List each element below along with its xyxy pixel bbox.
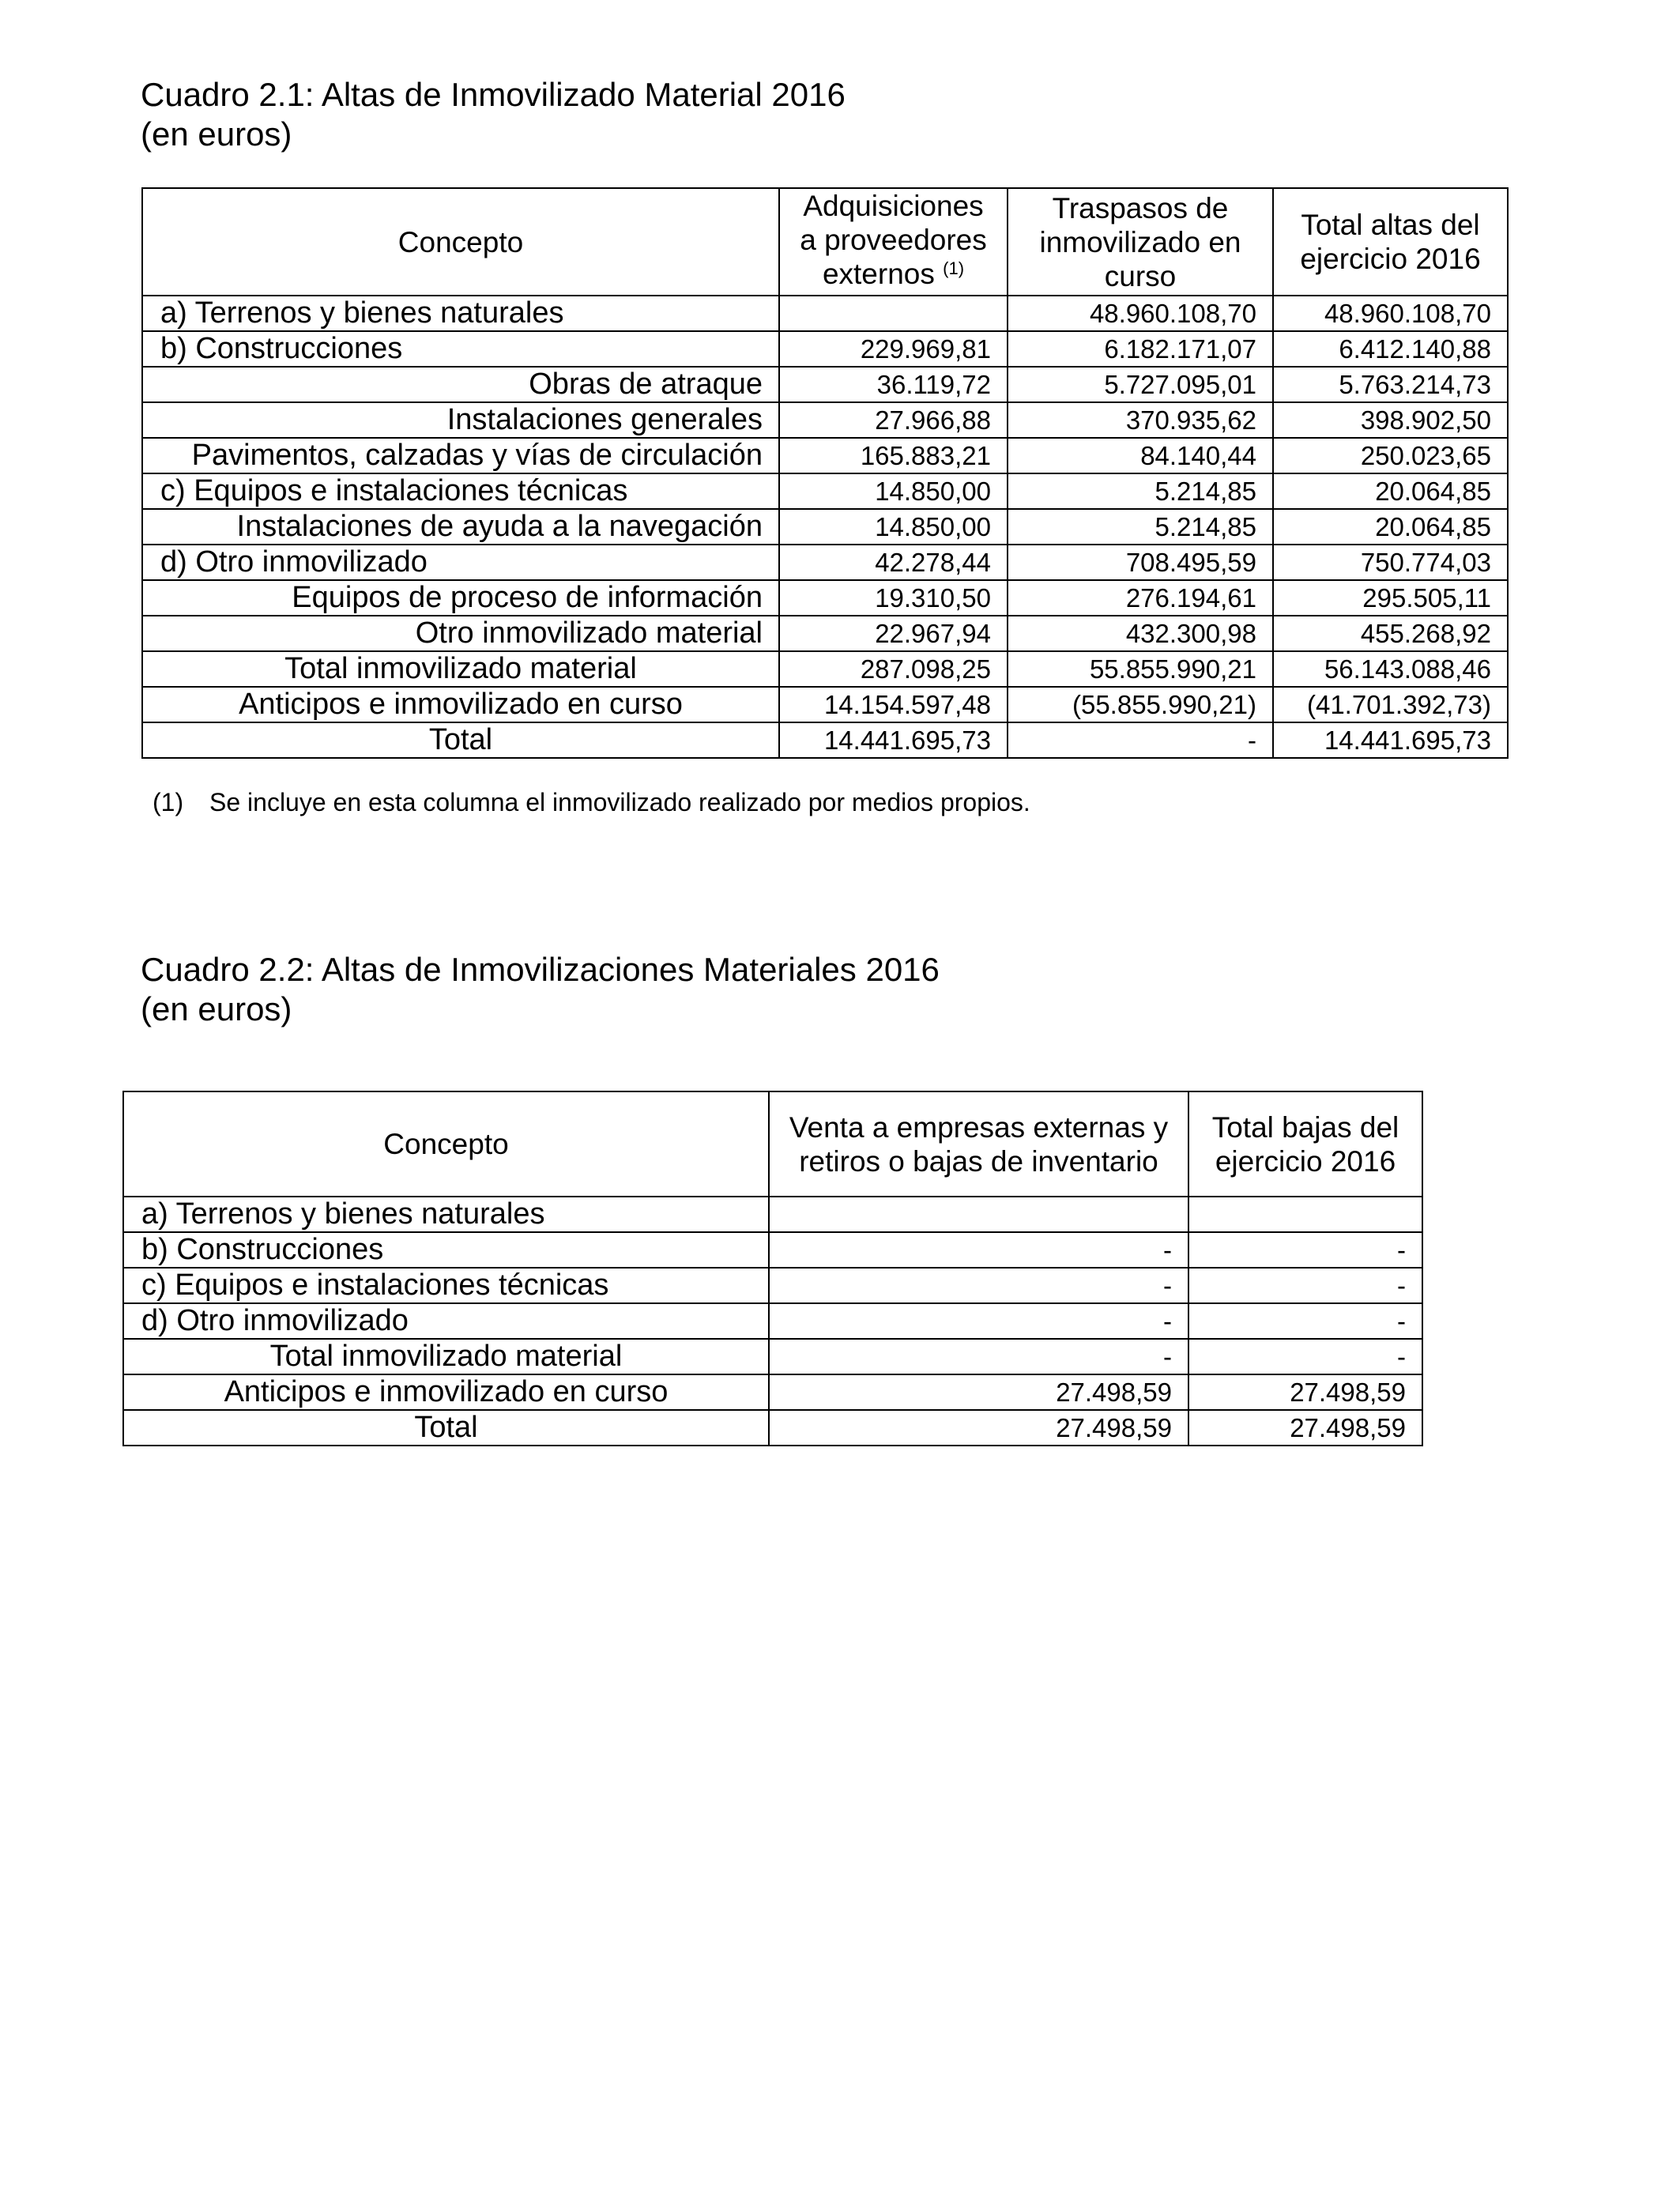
row-traspasos: 6.182.171,07	[1008, 331, 1273, 367]
header-total-bajas: Total bajas del ejercicio 2016	[1188, 1091, 1422, 1197]
header-venta: Venta a empresas externas y retiros o bajas de inventario	[769, 1091, 1188, 1197]
row-concepto: Otro inmovilizado material	[142, 616, 779, 651]
row-total: 20.064,85	[1273, 509, 1508, 545]
row-adquisiciones: 14.441.695,73	[779, 722, 1008, 758]
row-traspasos: 5.214,85	[1008, 473, 1273, 509]
row-total: 295.505,11	[1273, 580, 1508, 616]
row-concepto: Total inmovilizado material	[123, 1339, 769, 1374]
row-traspasos: 84.140,44	[1008, 438, 1273, 473]
row-adquisiciones: 14.154.597,48	[779, 687, 1008, 722]
table-row	[142, 367, 1508, 402]
table1-footnote	[153, 786, 1030, 818]
row-concepto: d) Otro inmovilizado	[142, 545, 779, 580]
row-traspasos: -	[1008, 722, 1273, 758]
row-total: 56.143.088,46	[1273, 651, 1508, 687]
row-adquisiciones: 287.098,25	[779, 651, 1008, 687]
table-row-total	[123, 1410, 1422, 1446]
row-adquisiciones: 14.850,00	[779, 473, 1008, 509]
row-adquisiciones: 19.310,50	[779, 580, 1008, 616]
row-concepto: Total	[123, 1410, 769, 1446]
row-concepto: b) Construcciones	[123, 1232, 769, 1268]
row-traspasos: 370.935,62	[1008, 402, 1273, 438]
header-concepto: Concepto	[142, 188, 779, 296]
row-venta: -	[769, 1232, 1188, 1268]
row-traspasos: 5.727.095,01	[1008, 367, 1273, 402]
table-row	[142, 545, 1508, 580]
row-total: 48.960.108,70	[1273, 296, 1508, 331]
row-concepto: a) Terrenos y bienes naturales	[123, 1197, 769, 1232]
table-row	[142, 331, 1508, 367]
footnote-text: Se incluye en esta columna el inmovilizado realizado por medios propios.	[209, 788, 1030, 816]
row-total: 455.268,92	[1273, 616, 1508, 651]
row-total: 398.902,50	[1273, 402, 1508, 438]
row-total: (41.701.392,73)	[1273, 687, 1508, 722]
row-concepto: Anticipos e inmovilizado en curso	[142, 687, 779, 722]
row-traspasos: 55.855.990,21	[1008, 651, 1273, 687]
row-venta: -	[769, 1268, 1188, 1303]
row-concepto: Instalaciones generales	[142, 402, 779, 438]
row-concepto: d) Otro inmovilizado	[123, 1303, 769, 1339]
row-total: -	[1188, 1303, 1422, 1339]
row-adquisiciones: 229.969,81	[779, 331, 1008, 367]
row-traspasos: 276.194,61	[1008, 580, 1273, 616]
table1-heading	[141, 75, 846, 154]
table-row	[142, 296, 1508, 331]
row-concepto: Obras de atraque	[142, 367, 779, 402]
row-traspasos: (55.855.990,21)	[1008, 687, 1273, 722]
row-total: 20.064,85	[1273, 473, 1508, 509]
row-total	[1188, 1197, 1422, 1232]
row-adquisiciones: 14.850,00	[779, 509, 1008, 545]
table1-title: Cuadro 2.1: Altas de Inmovilizado Material 2016	[141, 76, 846, 113]
row-total: 6.412.140,88	[1273, 331, 1508, 367]
header-adquisiciones: Adquisiciones a proveedores externos $^{(1)}$	[779, 188, 1008, 296]
table-row	[123, 1232, 1422, 1268]
row-concepto: c) Equipos e instalaciones técnicas	[123, 1268, 769, 1303]
row-concepto: Total	[142, 722, 779, 758]
row-traspasos: 5.214,85	[1008, 509, 1273, 545]
row-concepto: c) Equipos e instalaciones técnicas	[142, 473, 779, 509]
table-row	[123, 1197, 1422, 1232]
row-venta: -	[769, 1303, 1188, 1339]
table-row	[142, 509, 1508, 545]
row-adquisiciones: 165.883,21	[779, 438, 1008, 473]
row-traspasos: 432.300,98	[1008, 616, 1273, 651]
row-traspasos: 708.495,59	[1008, 545, 1273, 580]
table-row	[123, 1303, 1422, 1339]
table2-title: Cuadro 2.2: Altas de Inmovilizaciones Materiales 2016	[141, 951, 940, 988]
table-row	[142, 473, 1508, 509]
bajas-table	[122, 1091, 1423, 1446]
table-row	[142, 580, 1508, 616]
row-total: 27.498,59	[1188, 1374, 1422, 1410]
row-concepto: b) Construcciones	[142, 331, 779, 367]
footnote-ref: (1)	[943, 258, 965, 278]
row-concepto: Equipos de proceso de información	[142, 580, 779, 616]
table-row	[123, 1374, 1422, 1410]
row-venta: 27.498,59	[769, 1410, 1188, 1446]
table-row	[123, 1268, 1422, 1303]
row-traspasos: 48.960.108,70	[1008, 296, 1273, 331]
row-adquisiciones: 27.966,88	[779, 402, 1008, 438]
table2-heading	[141, 950, 940, 1029]
row-concepto: a) Terrenos y bienes naturales	[142, 296, 779, 331]
row-adquisiciones	[779, 296, 1008, 331]
altas-table	[141, 187, 1509, 759]
table1-header-row	[142, 188, 1508, 296]
row-total: 250.023,65	[1273, 438, 1508, 473]
header-traspasos: Traspasos de inmovilizado en curso	[1008, 188, 1273, 296]
footnote-mark: (1)	[153, 788, 184, 816]
row-total: 27.498,59	[1188, 1410, 1422, 1446]
row-total: -	[1188, 1268, 1422, 1303]
table-row	[142, 402, 1508, 438]
row-adquisiciones: 36.119,72	[779, 367, 1008, 402]
header-total-altas: Total altas del ejercicio 2016	[1273, 188, 1508, 296]
row-total: 14.441.695,73	[1273, 722, 1508, 758]
table2-subtitle: (en euros)	[141, 990, 292, 1027]
table-row	[142, 438, 1508, 473]
row-total: 5.763.214,73	[1273, 367, 1508, 402]
header-concepto: Concepto	[123, 1091, 769, 1197]
table1-subtitle: (en euros)	[141, 115, 292, 153]
table-row	[142, 651, 1508, 687]
table-row-total	[142, 722, 1508, 758]
row-concepto: Anticipos e inmovilizado en curso	[123, 1374, 769, 1410]
table-row	[142, 616, 1508, 651]
row-adquisiciones: 22.967,94	[779, 616, 1008, 651]
row-concepto: Total inmovilizado material	[142, 651, 779, 687]
row-venta: -	[769, 1339, 1188, 1374]
row-concepto: Instalaciones de ayuda a la navegación	[142, 509, 779, 545]
row-adquisiciones: 42.278,44	[779, 545, 1008, 580]
table2-header-row	[123, 1091, 1422, 1197]
table-row	[123, 1339, 1422, 1374]
row-total: -	[1188, 1339, 1422, 1374]
row-concepto: Pavimentos, calzadas y vías de circulación	[142, 438, 779, 473]
row-total: 750.774,03	[1273, 545, 1508, 580]
table-row	[142, 687, 1508, 722]
row-total: -	[1188, 1232, 1422, 1268]
row-venta: 27.498,59	[769, 1374, 1188, 1410]
row-venta	[769, 1197, 1188, 1232]
